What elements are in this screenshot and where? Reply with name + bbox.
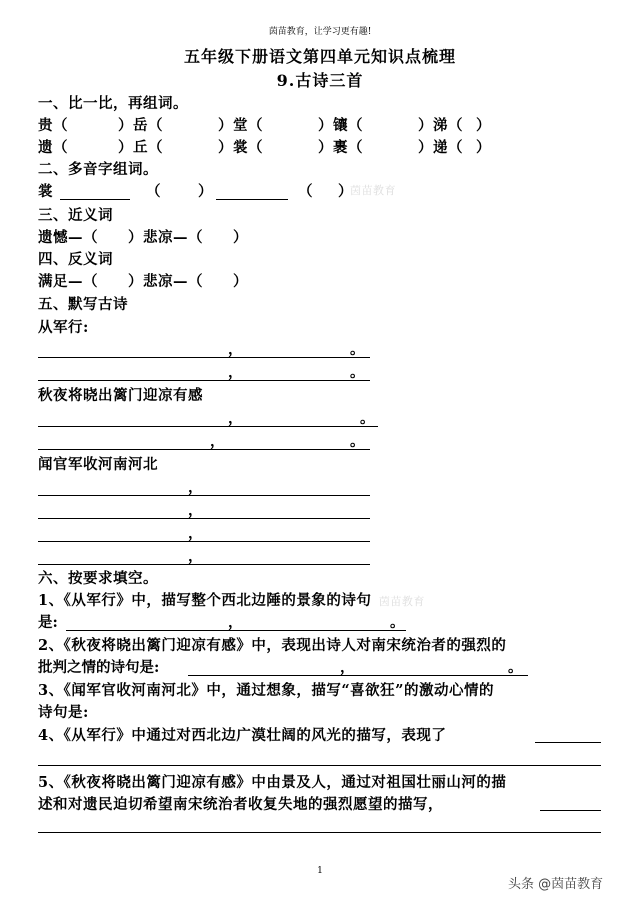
comma: ， [228,614,243,631]
page-title: 五年级下册语文第四单元知识点梳理 [183,47,456,66]
antonym-row: 满足—（ ）悲凉—（ ） [38,273,248,290]
answer-line [38,426,378,427]
cell: 贵（ [38,117,68,134]
poem3-line-1 [38,476,378,498]
question-1-text: 1、《从军行》中，描写整个西北边陲的景象的诗句 [38,592,372,609]
answer-line [38,380,370,381]
comma: ， [228,341,243,358]
paren: （ [146,183,161,200]
comma: ， [188,548,203,565]
polyphone-char: 裳 [38,183,53,200]
section5-heading: 五、默写古诗 [38,296,128,313]
answer-line [535,742,601,743]
page-tagline: 茵苗教育，让学习更有趣! [268,27,372,37]
cell: ）堂（ [218,117,263,134]
synonym-row: 遗憾—（ ）悲凉—（ ） [38,229,248,246]
period: 。 [350,341,365,358]
question-5: 5、《秋夜将晓出篱门迎凉有感》中由景及人，通过对祖国壮丽山河的描 [38,774,507,791]
cell: ）递（ [418,139,463,156]
poem3-line-4 [38,545,378,567]
section6-heading: 六、按要求填空。 [38,570,158,587]
comma: ， [188,502,203,519]
answer-line [38,765,601,766]
poem1-title: 从军行: [38,319,89,336]
answer-line [38,564,370,565]
question-4: 4、《从军行》中通过对西北边广漠壮阔的风光的描写，表现了 [38,727,447,744]
poem1-line-1 [38,338,378,360]
answer-line [216,199,288,200]
paren: ） [198,183,213,200]
paren: （ [298,183,313,200]
cell: 遗（ [38,139,68,156]
period: 。 [350,433,365,450]
question-2-answer [38,656,538,678]
question-2: 2、《秋夜将晓出篱门迎凉有感》中，表现出诗人对南宋统治者的强烈的 [38,637,507,654]
question-1-answer [38,611,418,633]
label: 批判之情的诗句是: [38,659,160,676]
poem3-title: 闻官军收河南河北 [38,456,158,473]
section2-heading: 二、多音字组词。 [38,161,158,178]
comma: ， [210,433,225,450]
period: 。 [390,614,405,631]
section1-heading: 一、比一比，再组词。 [38,95,188,112]
source-watermark: 头条 @茵苗教育 [508,877,604,892]
page-number: 1 [317,866,323,876]
period: 。 [360,410,375,427]
watermark: 茵苗教育 [378,595,425,608]
polyphone-row [38,180,598,202]
question-3: 3、《闻军官收河南河北》中，通过想象，描写“喜欲狂”的激动心情的 [38,682,495,699]
cell: ）丘（ [118,139,163,156]
cell: ）镶（ [318,117,363,134]
answer-line [38,518,370,519]
answer-line [188,675,528,676]
section3-heading: 三、近义词 [38,207,113,224]
poem3-line-2 [38,499,378,521]
paren: ） [338,183,353,200]
cell: ）岳（ [118,117,163,134]
question-3-answer-label: 诗句是: [38,704,89,721]
cell: ）涕（ [418,117,463,134]
answer-line [540,810,601,811]
section4-heading: 四、反义词 [38,251,113,268]
comma: ， [188,525,203,542]
comma: ， [228,410,243,427]
cell: ） [476,139,491,156]
poem3-line-3 [38,522,378,544]
answer-line [38,357,370,358]
answer-line [60,199,130,200]
comma: ， [228,364,243,381]
answer-line [38,832,601,833]
comma: ， [340,659,355,676]
comma: ， [188,479,203,496]
answer-line [38,495,370,496]
cell: ） [476,117,491,134]
cell: ）裳（ [218,139,263,156]
poem2-title: 秋夜将晓出篱门迎凉有感 [38,387,203,404]
answer-line [38,541,370,542]
period: 。 [350,364,365,381]
question-1 [38,589,425,610]
period: 。 [508,659,523,676]
cell: ）裹（ [318,139,363,156]
poem2-line-1 [38,407,383,429]
lesson-title: 9.古诗三首 [276,71,364,90]
poem2-line-2 [38,430,378,452]
label: 是: [38,614,58,631]
watermark: 茵苗教育 [350,184,396,197]
answer-line [38,449,370,450]
question-5-cont: 述和对遗民迫切希望南宋统治者收复失地的强烈愿望的描写， [38,796,443,813]
poem1-line-2 [38,361,378,383]
